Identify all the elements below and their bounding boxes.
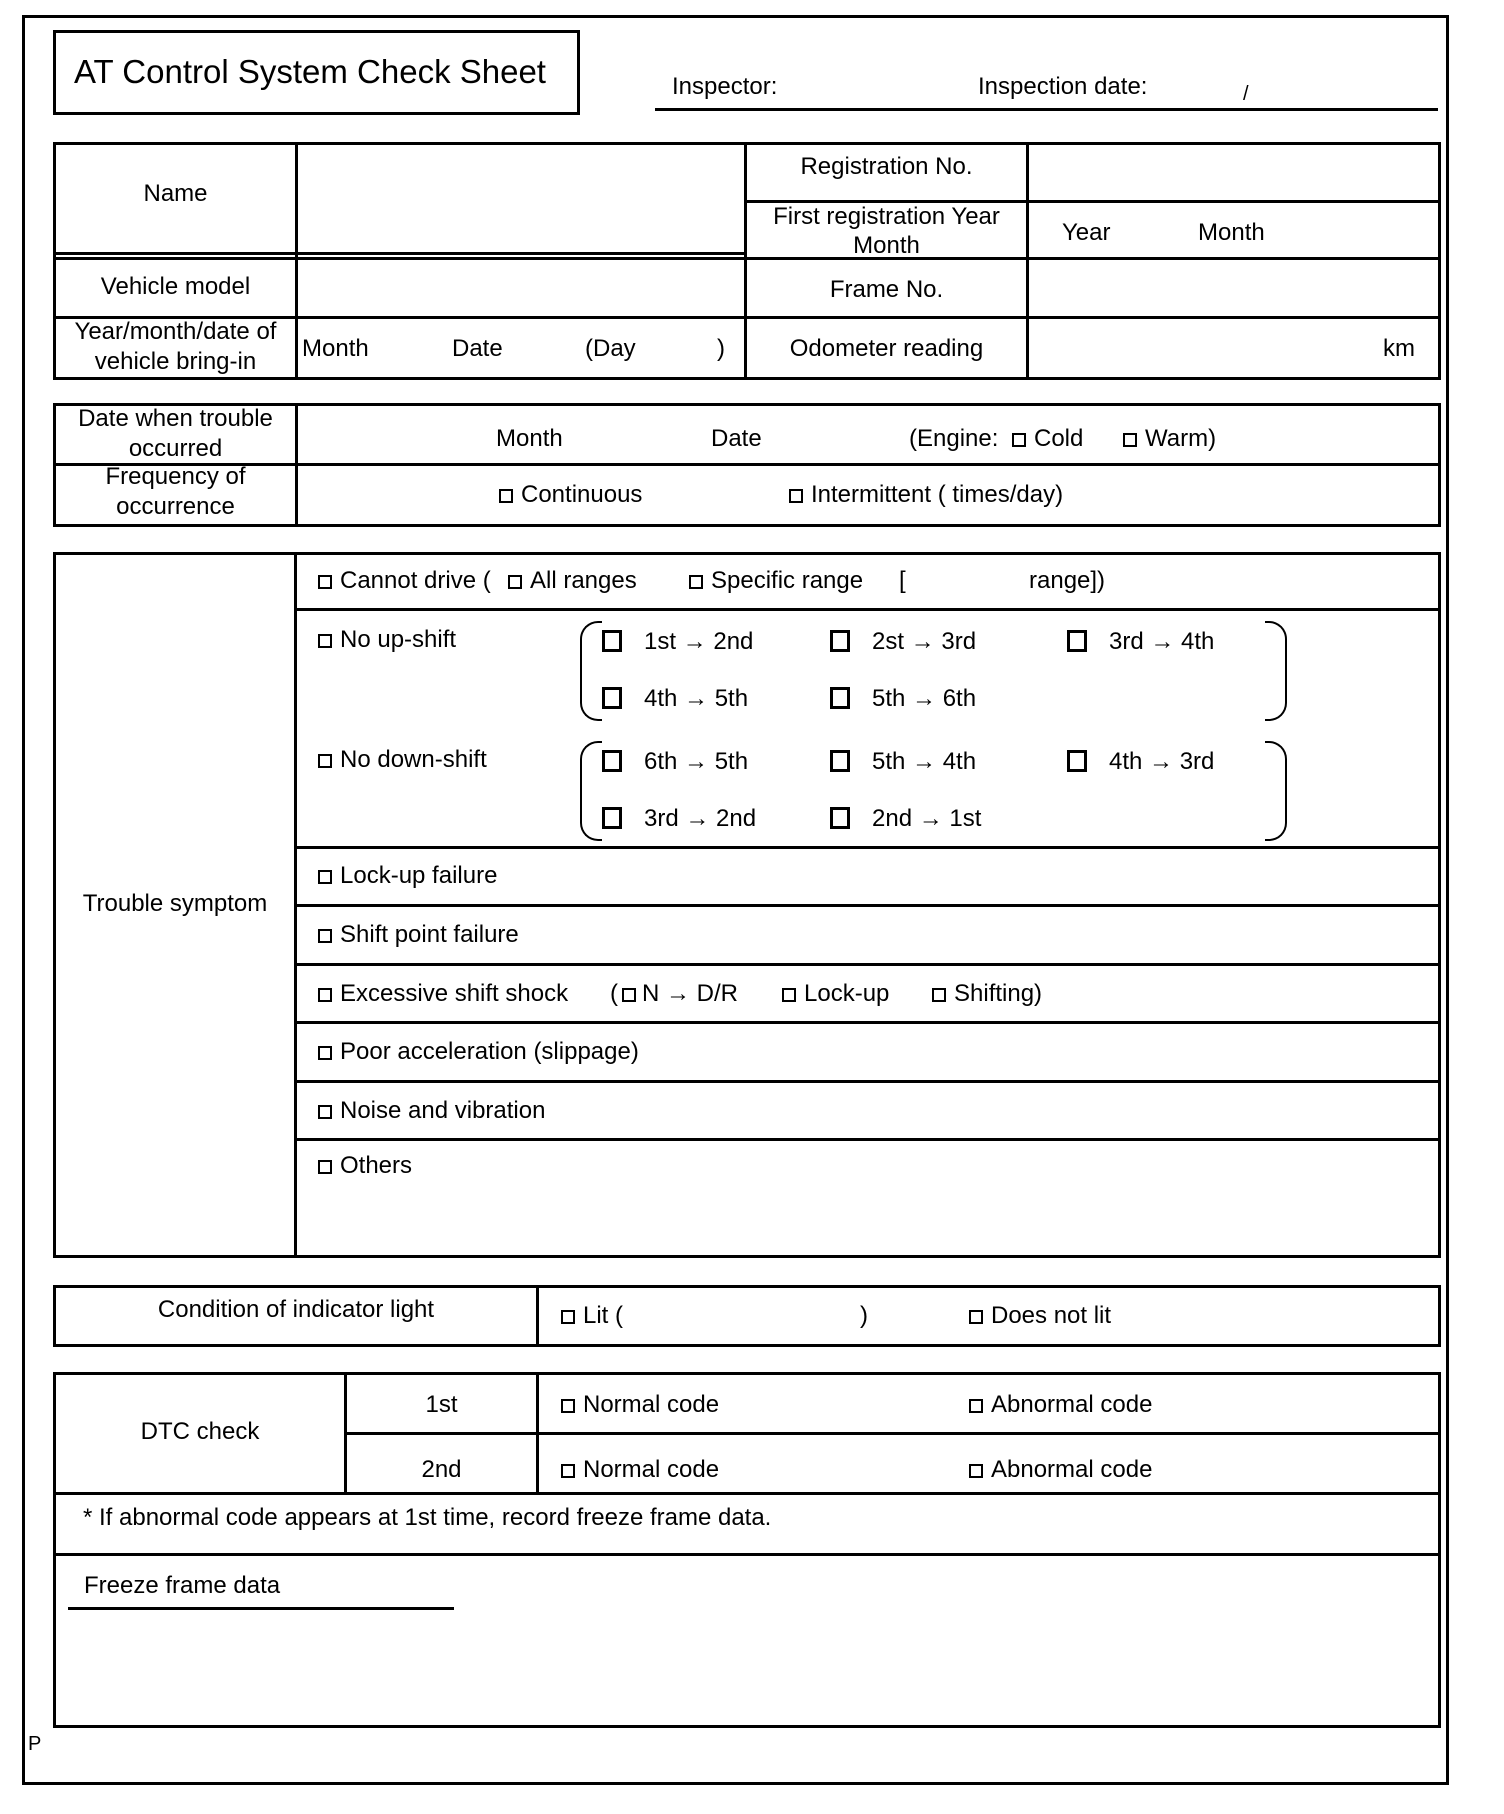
first-registration-year[interactable]: Year — [1062, 219, 1111, 246]
continuous-label: Continuous — [521, 481, 643, 508]
upshift-option[interactable] — [830, 628, 976, 656]
engine-prefix: (Engine: — [909, 425, 999, 452]
no-downshift-checkbox[interactable] — [318, 746, 487, 774]
registration-no-label: Registration No. — [800, 153, 973, 180]
engine-warm-checkbox[interactable] — [1123, 425, 1216, 453]
checkbox-icon — [318, 634, 332, 648]
checkbox-icon — [318, 1160, 332, 1174]
does-not-lit-checkbox[interactable] — [969, 1302, 1111, 1330]
checkbox-icon — [932, 988, 946, 1002]
checkbox-icon — [1067, 750, 1087, 772]
inspector-label: Inspector: — [672, 73, 778, 100]
dtc-row-label: 2nd — [421, 1456, 462, 1483]
downshift-option[interactable] — [602, 748, 748, 776]
shock-lockup-checkbox[interactable] — [782, 980, 889, 1008]
normal-code-label: Normal code — [583, 1391, 720, 1418]
lit-close-paren: ) — [860, 1302, 868, 1329]
checkbox-icon — [318, 575, 332, 589]
checkbox-icon — [318, 929, 332, 943]
checkbox-icon — [602, 807, 622, 829]
checkbox-icon — [561, 1310, 575, 1324]
upshift-option[interactable] — [1067, 628, 1214, 656]
others-label: Others — [340, 1152, 413, 1179]
lockup-failure-label: Lock-up failure — [340, 862, 498, 889]
odometer-label: Odometer reading — [789, 335, 984, 362]
downshift-left-bracket — [580, 741, 602, 841]
divider — [294, 846, 1441, 849]
lit-label: Lit ( — [583, 1302, 624, 1329]
divider — [294, 1080, 1441, 1083]
lockup-failure-checkbox[interactable] — [318, 862, 497, 890]
divider — [53, 1492, 1441, 1495]
shock-n-dr-label: N → D/R — [642, 980, 738, 1007]
upshift-option-label: 1st → 2nd — [644, 628, 754, 655]
bring-in-label-line2: vehicle bring-in — [94, 348, 257, 375]
shift-point-failure-label: Shift point failure — [340, 921, 519, 948]
dtc-row-label: 1st — [425, 1391, 458, 1418]
inspection-date-field[interactable] — [1165, 66, 1425, 106]
freeze-frame-field[interactable] — [60, 1615, 1435, 1723]
engine-warm-label: Warm) — [1145, 425, 1217, 452]
dtc-note: * If abnormal code appears at 1st time, record freeze frame data. — [83, 1504, 772, 1531]
checkbox-icon — [318, 988, 332, 1002]
name-field[interactable] — [298, 145, 744, 252]
excessive-shift-shock-checkbox[interactable] — [318, 980, 568, 1008]
inspection-date-label: Inspection date: — [978, 73, 1148, 100]
specific-range-field[interactable] — [912, 560, 1024, 600]
checkbox-icon — [602, 630, 622, 652]
downshift-option-label: 3rd → 2nd — [644, 805, 757, 832]
divider — [294, 904, 1441, 907]
checkbox-icon — [1123, 433, 1137, 447]
downshift-option-label: 6th → 5th — [644, 748, 749, 775]
checkbox-icon — [969, 1464, 983, 1478]
poor-acceleration-label: Poor acceleration (slippage) — [340, 1038, 639, 1065]
checkbox-icon — [830, 687, 850, 709]
checkbox-icon — [789, 489, 803, 503]
checkbox-icon — [602, 750, 622, 772]
divider — [294, 1021, 1441, 1024]
frequency-label-line1: Frequency of — [105, 463, 246, 490]
checkbox-icon — [969, 1399, 983, 1413]
divider — [536, 1285, 539, 1347]
divider — [294, 608, 1441, 611]
registration-no-field[interactable] — [1029, 145, 1438, 200]
downshift-right-bracket — [1265, 741, 1287, 841]
downshift-option[interactable] — [830, 748, 976, 776]
dtc-1st-abnormal-checkbox[interactable] — [969, 1391, 1152, 1419]
footer-mark: P — [28, 1733, 42, 1755]
cannot-drive-label: Cannot drive ( — [340, 567, 491, 594]
engine-cold-checkbox[interactable] — [1012, 425, 1083, 453]
trouble-symptom-label: Trouble symptom — [82, 890, 268, 917]
downshift-option-label: 4th → 3rd — [1109, 748, 1215, 775]
upshift-option[interactable] — [830, 685, 976, 713]
checkbox-icon — [318, 754, 332, 768]
upshift-left-bracket — [580, 621, 602, 721]
downshift-option-label: 2nd → 1st — [872, 805, 982, 832]
downshift-option-label: 5th → 4th — [872, 748, 977, 775]
continuous-checkbox[interactable] — [499, 481, 642, 509]
bring-in-date[interactable]: Date — [452, 335, 503, 362]
checkbox-icon — [318, 870, 332, 884]
intermittent-label: Intermittent ( times/day) — [811, 481, 1064, 508]
frequency-label-line2: occurrence — [116, 493, 235, 520]
noise-vibration-checkbox[interactable] — [318, 1097, 545, 1125]
engine-cold-label: Cold — [1034, 425, 1084, 452]
downshift-option[interactable] — [1067, 748, 1214, 776]
checkbox-icon — [830, 750, 850, 772]
normal-code-label: Normal code — [583, 1456, 720, 1483]
vehicle-model-label: Vehicle model — [100, 273, 251, 300]
checkbox-icon — [318, 1046, 332, 1060]
first-registration-month[interactable]: Month — [1198, 219, 1265, 246]
cannot-drive-checkbox[interactable] — [318, 567, 491, 595]
checkbox-icon — [689, 575, 703, 589]
upshift-option-label: 3rd → 4th — [1109, 628, 1215, 655]
checkbox-icon — [830, 807, 850, 829]
frame-no-field[interactable] — [1029, 260, 1438, 316]
shock-open-paren: ( — [610, 980, 618, 1007]
range-open-bracket: [ — [899, 567, 906, 594]
bring-in-label-line1: Year/month/date of — [74, 318, 277, 345]
no-upshift-label: No up-shift — [340, 626, 457, 653]
divider — [344, 1432, 1441, 1435]
checkbox-icon — [508, 575, 522, 589]
header-underline — [655, 108, 1438, 111]
first-registration-label-line1: First registration Year — [773, 203, 1000, 230]
date-separator: / — [1243, 83, 1249, 105]
checkbox-icon — [602, 687, 622, 709]
first-registration-label-line2: Month — [853, 232, 920, 259]
inspector-field[interactable] — [790, 66, 970, 106]
shock-n-dr-checkbox[interactable] — [622, 980, 738, 1008]
checkbox-icon — [1012, 433, 1026, 447]
specific-range-checkbox[interactable] — [689, 567, 863, 595]
bring-in-month[interactable]: Month — [302, 335, 369, 362]
shock-shifting-label: Shifting) — [954, 980, 1043, 1007]
checkbox-icon — [318, 1105, 332, 1119]
lit-detail-field[interactable] — [640, 1295, 860, 1339]
abnormal-code-label: Abnormal code — [991, 1391, 1153, 1418]
downshift-option[interactable] — [602, 805, 756, 833]
upshift-option-label: 4th → 5th — [644, 685, 749, 712]
divider — [294, 963, 1441, 966]
indicator-label: Condition of indicator light — [157, 1296, 435, 1323]
trouble-date-label-line2: occurred — [128, 435, 223, 462]
shift-point-failure-checkbox[interactable] — [318, 921, 519, 949]
freeze-frame-underline — [68, 1607, 454, 1610]
checkbox-icon — [561, 1464, 575, 1478]
noise-vibration-label: Noise and vibration — [340, 1097, 546, 1124]
shock-lockup-label: Lock-up — [804, 980, 890, 1007]
dtc-label: DTC check — [140, 1418, 260, 1445]
divider — [53, 252, 747, 255]
dtc-2nd-normal-checkbox[interactable] — [561, 1456, 719, 1484]
all-ranges-checkbox[interactable] — [508, 567, 637, 595]
checkbox-icon — [782, 988, 796, 1002]
excessive-shift-shock-label: Excessive shift shock — [340, 980, 569, 1007]
trouble-date-label-line1: Date when trouble — [78, 405, 273, 432]
upshift-option-label: 5th → 6th — [872, 685, 977, 712]
poor-acceleration-checkbox[interactable] — [318, 1038, 639, 1066]
page-title: AT Control System Check Sheet — [74, 53, 546, 90]
downshift-option[interactable] — [830, 805, 981, 833]
abnormal-code-label: Abnormal code — [991, 1456, 1153, 1483]
all-ranges-label: All ranges — [530, 567, 637, 594]
upshift-option-label: 2st → 3rd — [872, 628, 977, 655]
upshift-option[interactable] — [602, 685, 748, 713]
trouble-month[interactable]: Month — [496, 425, 563, 452]
checkbox-icon — [969, 1310, 983, 1324]
dtc-2nd-abnormal-checkbox[interactable] — [969, 1456, 1152, 1484]
does-not-lit-label: Does not lit — [991, 1302, 1112, 1329]
checkbox-icon — [622, 988, 636, 1002]
range-close: range]) — [1029, 567, 1106, 594]
odometer-field[interactable] — [1029, 319, 1369, 377]
divider — [294, 1138, 1441, 1141]
frame-no-label: Frame No. — [829, 276, 944, 303]
no-upshift-checkbox[interactable] — [318, 626, 456, 654]
checkbox-icon — [830, 630, 850, 652]
vehicle-model-field[interactable] — [298, 260, 744, 316]
trouble-date[interactable]: Date — [711, 425, 762, 452]
upshift-right-bracket — [1265, 621, 1287, 721]
lit-checkbox[interactable] — [561, 1302, 623, 1330]
shock-shifting-checkbox[interactable] — [932, 980, 1042, 1008]
name-label: Name — [143, 180, 208, 207]
bring-in-day-close: ) — [717, 335, 725, 362]
checkbox-icon — [561, 1399, 575, 1413]
dtc-1st-normal-checkbox[interactable] — [561, 1391, 719, 1419]
no-downshift-label: No down-shift — [340, 746, 487, 773]
upshift-option[interactable] — [602, 628, 753, 656]
others-field[interactable] — [318, 1185, 1428, 1250]
others-checkbox[interactable] — [318, 1152, 412, 1180]
bring-in-day[interactable]: (Day — [585, 335, 636, 362]
divider — [53, 1553, 1441, 1556]
checkbox-icon — [499, 489, 513, 503]
checkbox-icon — [1067, 630, 1087, 652]
odometer-unit: km — [1383, 335, 1415, 362]
intermittent-checkbox[interactable] — [789, 481, 1063, 509]
specific-range-label: Specific range — [711, 567, 864, 594]
freeze-frame-label: Freeze frame data — [84, 1572, 281, 1599]
